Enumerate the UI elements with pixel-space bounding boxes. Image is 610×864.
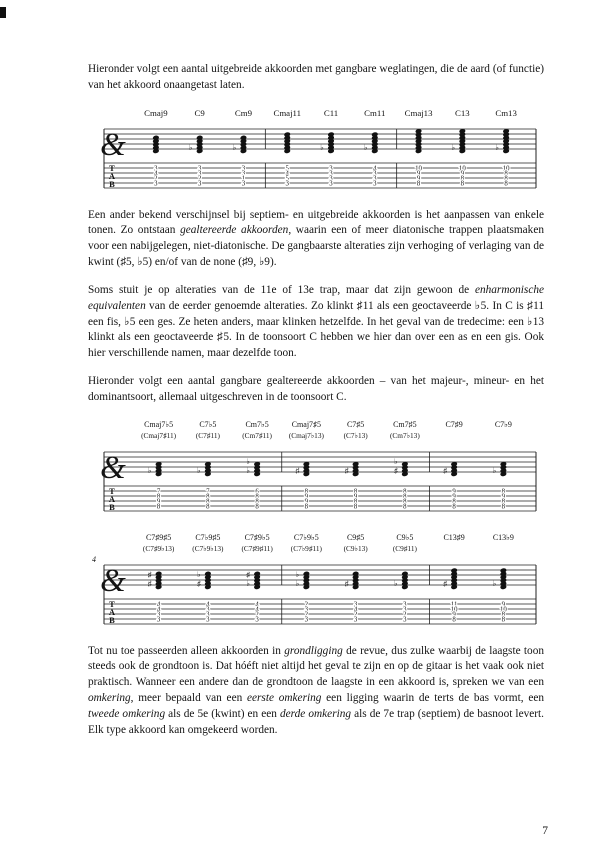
accidental: ♯ [344, 465, 349, 475]
chord-alt-label: (C7♯9♭13) [142, 543, 175, 553]
chord-label: C9♭5 [396, 532, 414, 542]
staff-svg [88, 418, 540, 517]
tab-number: 2 [353, 610, 358, 618]
accidental: ♭ [364, 142, 368, 152]
tab-number: 9 [460, 169, 465, 177]
tab-number: 3 [241, 169, 246, 177]
tab-number: 9 [452, 610, 456, 618]
accidental: ♯ [246, 569, 250, 579]
tab-number: 4 [353, 605, 358, 613]
paragraph-inversions: Tot nu toe passeerden alleen akkoorden in grondligging de revue, dus zulke waarbij de laagste toon steeds ook de grondtoon is. Dat hóéft niet altijd het geval te zijn en op de gitaar is het vaak ook niet praktisch. Wanneer een andere dan de grondtoon de laagste in een akkoord is, spreken we van een omkering, meer bepaald van een eerste omkering een ligging waarin de terts de bas vormt, een tweede omkering als de 5e (kwint) en een derde omkering als de 7e trap (septiem) de basnoot levert. Elk type akkoord kan omgekeerd worden. [88, 644, 544, 736]
tab-number: 3 [403, 605, 407, 613]
chord-alt-label: (Cmaj7♯11) [141, 430, 177, 440]
tab-number: 8 [452, 502, 456, 510]
tab-number: 2 [304, 610, 309, 618]
tab-number: 5 [285, 174, 289, 182]
treble-clef-icon: & [100, 126, 126, 163]
chord-label: Cmaj9 [144, 107, 168, 118]
tab-number: 2 [197, 174, 202, 182]
accidental: ♭ [451, 142, 456, 152]
tab-number: 9 [501, 492, 506, 500]
tab-number: 3 [206, 610, 210, 618]
tab-number: 8 [403, 502, 407, 510]
chord-alt-label: (C7♯11) [195, 430, 220, 440]
tab-number: 3 [241, 179, 246, 187]
tab-number: 8 [206, 497, 210, 505]
tab-number: 8 [255, 492, 259, 500]
tab-number: 3 [304, 605, 309, 613]
chord-label: C11 [323, 107, 339, 118]
accidental: ♯ [443, 578, 447, 588]
measure-number: 4 [92, 554, 96, 564]
tab-number: 1 [241, 174, 246, 182]
scan-artifact [0, 7, 6, 18]
chord-label: Cmaj7♯5 [291, 419, 322, 429]
chord-label: C13 [454, 107, 470, 118]
accidental: ♭ [320, 142, 324, 152]
accidental: ♭ [147, 465, 152, 475]
tab-number: 9 [304, 497, 309, 505]
accidental: ♭ [492, 465, 497, 475]
tab-number: 3 [403, 600, 407, 608]
tab-number: 3 [156, 615, 161, 623]
accidental: ♭ [394, 456, 398, 466]
tab-number: 3 [329, 169, 333, 177]
tab-number: 9 [501, 600, 506, 608]
tab-number: 3 [197, 169, 202, 177]
tab-clef: A [108, 170, 116, 181]
tab-number: 9 [416, 169, 421, 177]
tab-number: 8 [206, 502, 210, 510]
treble-clef-icon: & [100, 562, 126, 599]
accidental: ♯ [295, 465, 300, 475]
tab-number: 8 [403, 492, 407, 500]
tab-number: 3 [329, 179, 333, 187]
tab-number: 2 [255, 610, 259, 618]
tab-number: 3 [329, 164, 333, 172]
tab-clef: A [108, 493, 116, 504]
accidental: ♭ [232, 142, 237, 152]
tab-clef: A [108, 606, 116, 617]
tab-clef: T [109, 162, 115, 173]
chord-alt-label: (C9♭13) [343, 543, 368, 553]
tab-number: 8 [452, 497, 456, 505]
chord-label: C7♭5 [199, 419, 217, 429]
accidental: ♯ [147, 578, 152, 588]
chord-label: C7♭9♭5 [293, 532, 319, 542]
tab-number: 9 [416, 174, 421, 182]
tab-number: 3 [285, 179, 289, 187]
paragraph-intro-altered-list: Hieronder volgt een aantal gangbare gealtereerde akkoorden – van het majeur-, mineur- en het dominantsoort, allemaal uitgeschreven in de toonsoort C. [88, 374, 544, 403]
tab-clef: B [109, 614, 115, 625]
tab-number: 8 [353, 497, 358, 505]
tab-number: 8 [353, 487, 358, 495]
tab-number: 10 [458, 164, 466, 172]
chord-label: C13♯9 [443, 532, 465, 542]
tab-number: 10 [415, 164, 422, 172]
tab-clef: B [109, 501, 115, 512]
tab-number: 8 [501, 610, 506, 618]
chord-label: C7♯9♯5 [145, 532, 172, 542]
accidental: ♭ [394, 578, 398, 588]
tab-clef: T [109, 598, 115, 609]
accidental: ♯ [394, 465, 398, 475]
tab-number: 8 [501, 615, 506, 623]
tab-number: 10 [450, 605, 458, 613]
tab-number: 9 [156, 497, 161, 505]
chord-label: C7♯9♭5 [244, 532, 270, 542]
chord-alt-label: (C9♯11) [392, 543, 417, 553]
tab-number: 8 [255, 497, 259, 505]
tab-number: 8 [156, 502, 161, 510]
tab-number: 8 [504, 179, 508, 187]
tab-number: 10 [499, 605, 507, 613]
tab-number: 9 [353, 492, 358, 500]
accidental: ♯ [147, 569, 152, 579]
accidental: ♭ [495, 142, 499, 152]
accidental: ♭ [246, 456, 250, 466]
tab-number: 8 [304, 502, 309, 510]
tab-clef: B [109, 178, 115, 189]
accidental: ♯ [344, 578, 349, 588]
tab-number: 8 [353, 502, 358, 510]
chord-alt-label: (C7♭13) [343, 430, 368, 440]
tab-number: 2 [154, 174, 158, 182]
chord-label: Cmaj11 [273, 107, 301, 118]
chord-label: C7♭9♯5 [195, 532, 221, 542]
accidental: ♭ [188, 142, 193, 152]
tab-number: 3 [197, 179, 202, 187]
tab-number: 8 [460, 174, 465, 182]
tab-number: 9 [452, 492, 456, 500]
tab-number: 3 [373, 169, 377, 177]
tab-number: 5 [285, 164, 289, 172]
accidental: ♭ [246, 578, 250, 588]
staff-svg [88, 531, 540, 630]
tab-number: 4 [156, 600, 161, 608]
accidental: ♭ [197, 465, 201, 475]
tab-number: 8 [206, 492, 210, 500]
tab-number: 4 [255, 600, 259, 608]
tab-number: 4 [373, 164, 377, 172]
tab-number: 3 [197, 164, 202, 172]
tab-number: 3 [156, 610, 161, 618]
chord-alt-label: (Cm7♭13) [389, 430, 420, 440]
chord-label: C7♯5 [346, 419, 365, 429]
staff-svg [88, 106, 540, 194]
tab-number: 3 [373, 174, 377, 182]
chord-label: Cm13 [495, 107, 517, 118]
music-system-extended-chords [88, 106, 540, 194]
tab-number: 4 [154, 169, 158, 177]
page-number: 7 [542, 825, 548, 837]
chord-alt-label: (C7♭9♯11) [290, 543, 322, 553]
chord-alt-label: (Cmaj7♭13) [288, 430, 324, 440]
chord-label: Cm7♭5 [245, 419, 269, 429]
tab-number: 3 [373, 179, 377, 187]
accidental: ♭ [295, 569, 300, 579]
tab-number: 9 [452, 487, 456, 495]
tab-number: 7 [156, 487, 161, 495]
tab-number: 3 [304, 615, 309, 623]
tab-number: 3 [329, 174, 333, 182]
chord-label: Cmaj13 [404, 107, 433, 118]
tab-number: 4 [156, 605, 161, 613]
paragraph-altered-chords: Een ander bekend verschijnsel bij septiem- en uitgebreide akkoorden is het aanpassen van enkele tonen. Zo ontstaan gealtereerde akkoorden, waarin een of meer diatonische trappen plaatsmaken voor een nabijgelegen, niet-diatonische. De gangbaarste alteraties zijn verhoging of verlaging van de kwint (♯5, ♭5) en/of van de none (♯9, ♭9). [88, 208, 544, 269]
tab-number: 8 [304, 487, 309, 495]
tab-number: 6 [255, 487, 259, 495]
tab-number: 3 [255, 615, 259, 623]
tab-number: 9 [304, 492, 309, 500]
music-system-altered-chords-2 [88, 531, 540, 630]
chord-alt-label: (C7♭9♭13) [192, 543, 224, 553]
accidental: ♯ [197, 578, 201, 588]
tab-number: 8 [501, 487, 506, 495]
chord-label: Cm11 [364, 107, 386, 118]
tab-number: 8 [403, 487, 407, 495]
tab-number: 2 [403, 610, 407, 618]
tab-clef: T [109, 485, 115, 496]
tab-number: 8 [403, 497, 407, 505]
tab-number: 8 [501, 497, 506, 505]
tab-number: 4 [255, 605, 259, 613]
chord-label: C7♯9 [445, 419, 463, 429]
chord-label: C13♭9 [492, 532, 514, 542]
paragraph-intro-extended-chords: Hieronder volgt een aantal uitgebreide akkoorden met gangbare weglatingen, die de aard (of functie) van het akkoord onaangetast laten. [88, 63, 544, 91]
music-system-altered-chords-1 [88, 418, 540, 517]
tab-number: 8 [501, 502, 506, 510]
chord-label: C7♭9 [494, 419, 512, 429]
chord-alt-label: (Cm7♯11) [242, 430, 272, 440]
tab-number: 4 [206, 600, 210, 608]
tab-number: 11 [450, 600, 458, 608]
paragraph-enharmonic-equivalents: Soms stuit je op alteraties van de 11e of 13e trap, maar dat zijn gewoon de enharmonische equivalenten van de eerder genoemde alteraties. Zo klinkt ♯11 als een geoctaveerde ♭5. In C is ♯11 een fis, ♭5 een ges. Ze heten anders, maar klinken hetzelfde. In het geval van de tredecime: een ♭13 klinkt als een geoctaveerde ♯5. In de toonsoort C hebben we hier dan over een as en een gis. Ook hier verschillende namen, maar dezelfde toon. [88, 283, 544, 360]
tab-number: 8 [416, 179, 421, 187]
chord-label: Cm9 [234, 107, 252, 118]
tab-number: 3 [206, 605, 210, 613]
tab-number: 3 [403, 615, 407, 623]
tab-number: 8 [255, 502, 259, 510]
tab-number: 8 [452, 615, 456, 623]
treble-clef-icon: & [100, 449, 126, 486]
accidental: ♭ [492, 578, 497, 588]
accidental: ♭ [295, 578, 300, 588]
tab-number: 7 [206, 487, 210, 495]
tab-number: 8 [504, 169, 508, 177]
chord-alt-label: (C7♯9♯11) [241, 543, 273, 553]
tab-number: 3 [241, 164, 246, 172]
chord-label: C9 [194, 107, 205, 118]
chord-label: C9♯5 [346, 532, 365, 542]
tab-number: 2 [304, 600, 309, 608]
chord-label: Cm7♯5 [393, 419, 417, 429]
tab-number: 8 [156, 492, 161, 500]
tab-number: 3 [206, 615, 210, 623]
tab-number: 3 [353, 615, 358, 623]
accidental: ♭ [197, 569, 201, 579]
accidental: ♭ [246, 465, 250, 475]
accidental: ♯ [443, 465, 447, 475]
tab-number: 3 [154, 179, 158, 187]
chord-label: Cmaj7♭5 [144, 419, 174, 429]
tab-number: 3 [353, 600, 358, 608]
tab-number: 10 [502, 164, 510, 172]
tab-number: 8 [504, 174, 508, 182]
tab-number: 4 [285, 169, 289, 177]
tab-number: 3 [154, 164, 158, 172]
tab-number: 8 [460, 179, 465, 187]
